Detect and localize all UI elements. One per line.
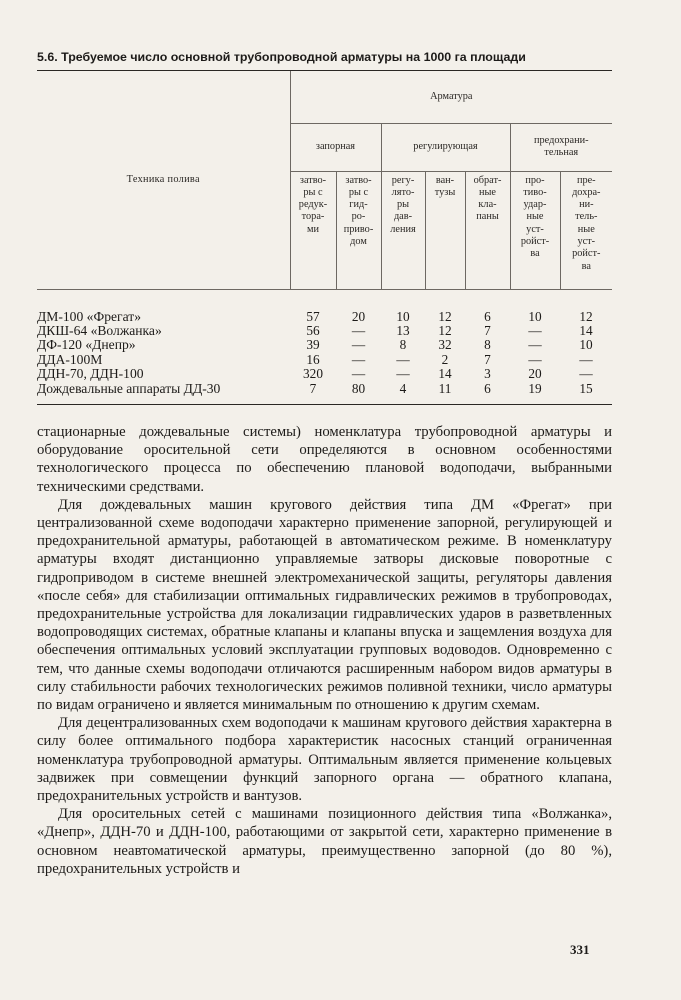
table-cell: 15	[579, 380, 593, 396]
table-caption: 5.6. Требуемое число основной трубопроводной арматуры на 1000 га площади	[37, 50, 526, 64]
row-label: ДДА-100М	[37, 351, 103, 367]
table-body	[37, 310, 612, 396]
column-header: обрат- ные кла- паны	[465, 171, 510, 289]
document-page	[37, 50, 612, 878]
table-cell: 8	[399, 337, 407, 353]
table-cell: 3	[484, 366, 491, 382]
table-cell: 13	[396, 322, 410, 338]
table-row	[37, 353, 612, 367]
body-text	[37, 423, 612, 878]
table-cell: 12	[438, 308, 452, 324]
table-row	[37, 310, 612, 324]
paragraph: Для децентрализованных схем водоподачи к машинам кругового действия характерна в силу более оптимального подбора характеристик насосных станций ограниченная номенклатура трубопроводной арматуры. Оптимальным является применение кольцевых задвижек при совмещении функций запорного органа — обратного клапана, предохранительных устройств и вантузов.	[37, 715, 612, 804]
table-cell: 56	[306, 322, 320, 338]
table-cell: —	[351, 351, 366, 367]
table-cell: 10	[396, 308, 410, 324]
table-cell: 16	[306, 351, 320, 367]
table-cell: 320	[303, 366, 323, 382]
table-cell: 11	[438, 380, 452, 396]
table-cell: —	[528, 351, 542, 367]
table-cell: 7	[484, 351, 491, 367]
table-cell: —	[351, 322, 366, 338]
paragraph: Для оросительных сетей с машинами позиционного действия типа «Волжанка», «Днепр», ДДН-70 и ДДН-100, работающими от закрытой сети, характерно применение в основном неавтоматической арматуры, преимущественно запорной (до 80 %), предохранительных устройств и	[37, 806, 612, 877]
row-label: Дождевальные аппараты ДД-30	[37, 380, 221, 396]
table-cell: 8	[484, 337, 491, 353]
table-row	[37, 382, 612, 396]
table-cell: —	[579, 366, 593, 382]
table-cell: 57	[306, 308, 320, 324]
subgroup-header-shutoff: запорная	[290, 123, 381, 171]
table-cell: —	[351, 366, 366, 382]
table-row	[37, 324, 612, 338]
table-cell: 7	[484, 322, 491, 338]
table-cell: 10	[528, 308, 542, 324]
column-header: ван- тузы	[425, 171, 465, 289]
table-cell: —	[396, 351, 410, 367]
table-cell: 6	[484, 380, 491, 396]
table-cell: 10	[579, 337, 593, 353]
row-label: ДКШ-64 «Волжанка»	[37, 322, 162, 338]
table-cell: 12	[579, 308, 593, 324]
subgroup-header-safety: предохрани- тельная	[510, 123, 612, 171]
column-header: про- тиво- удар- ные уст- ройст- ва	[510, 171, 560, 289]
table-cell: 32	[438, 337, 452, 353]
table-cell: 14	[579, 322, 593, 338]
table-cell: 2	[441, 351, 449, 367]
table-cell: 20	[528, 366, 542, 382]
page-number: 331	[570, 942, 590, 957]
table-cell: 19	[528, 380, 542, 396]
column-header-group: Арматура	[290, 71, 612, 123]
row-label: ДДН-70, ДДН-100	[37, 366, 144, 382]
table-cell: 14	[438, 366, 452, 382]
column-header: пре- дохра- ни- тель- ные уст- ройст- ва	[560, 171, 612, 289]
row-label: ДФ-120 «Днепр»	[37, 337, 136, 353]
column-header-technique: Техника полива	[37, 71, 290, 289]
table-bottom-rule	[37, 404, 612, 405]
table-cell: 4	[399, 380, 407, 396]
table-cell: 39	[306, 337, 320, 353]
table-cell: 20	[351, 308, 366, 324]
table-row	[37, 338, 612, 352]
row-label: ДМ-100 «Фрегат»	[37, 308, 142, 324]
column-header: затво- ры с редук- тора- ми	[290, 171, 336, 289]
table-cell: 80	[351, 380, 366, 396]
table-cell: —	[528, 337, 542, 353]
subgroup-header-regulating: регулирующая	[381, 123, 510, 171]
table-row	[37, 367, 612, 381]
table-cell: 12	[438, 322, 452, 338]
table-cell: —	[351, 337, 366, 353]
table-cell: —	[579, 351, 593, 367]
table-header	[37, 71, 612, 290]
table-cell: —	[528, 322, 542, 338]
table-cell: —	[396, 366, 410, 382]
column-header: регу- лято- ры дав- ления	[381, 171, 425, 289]
column-header: затво- ры с гид- ро- приво- дом	[336, 171, 381, 289]
table-cell: 7	[309, 380, 317, 396]
table-cell: 6	[484, 308, 491, 324]
paragraph: Для дождевальных машин кругового действия типа ДМ «Фрегат» при централизованной схеме водоподачи характерно применение запорной, регулирующей и предохранительной арматуры, работающей в автоматическом режиме. В номенклатуру арматуры входят дистанционно управляемые затворы дисковые поворотные с гидроприводом в системе внешней электромеханической защиты, регуляторы давления «после себя» для стабилизации оптимальных гидравлических режимов в трубопроводах, предохранительные устройства для локализации гидравлических ударов в разветвленных водопроводящих системах, обратные клапаны и клапаны впуска и защемления воздуха для обеспечения оптимальных условий эксплуатации групповых водоводов. Одновременно с тем, что данные схемы водоподачи отличаются расширенным набором видов арматуры в силу стабильности рабочих технологических режимов поливной техники, число арматуры по видам ограничено и является минимальным по отношению к другим схемам.	[37, 496, 612, 713]
paragraph: стационарные дождевальные системы) номенклатура трубопроводной арматуры и оборудование оросительной сети определяются в основном особенностями технологического процесса по обеспечению плановой водоподачи, выбранными техническими средствами.	[37, 423, 612, 495]
